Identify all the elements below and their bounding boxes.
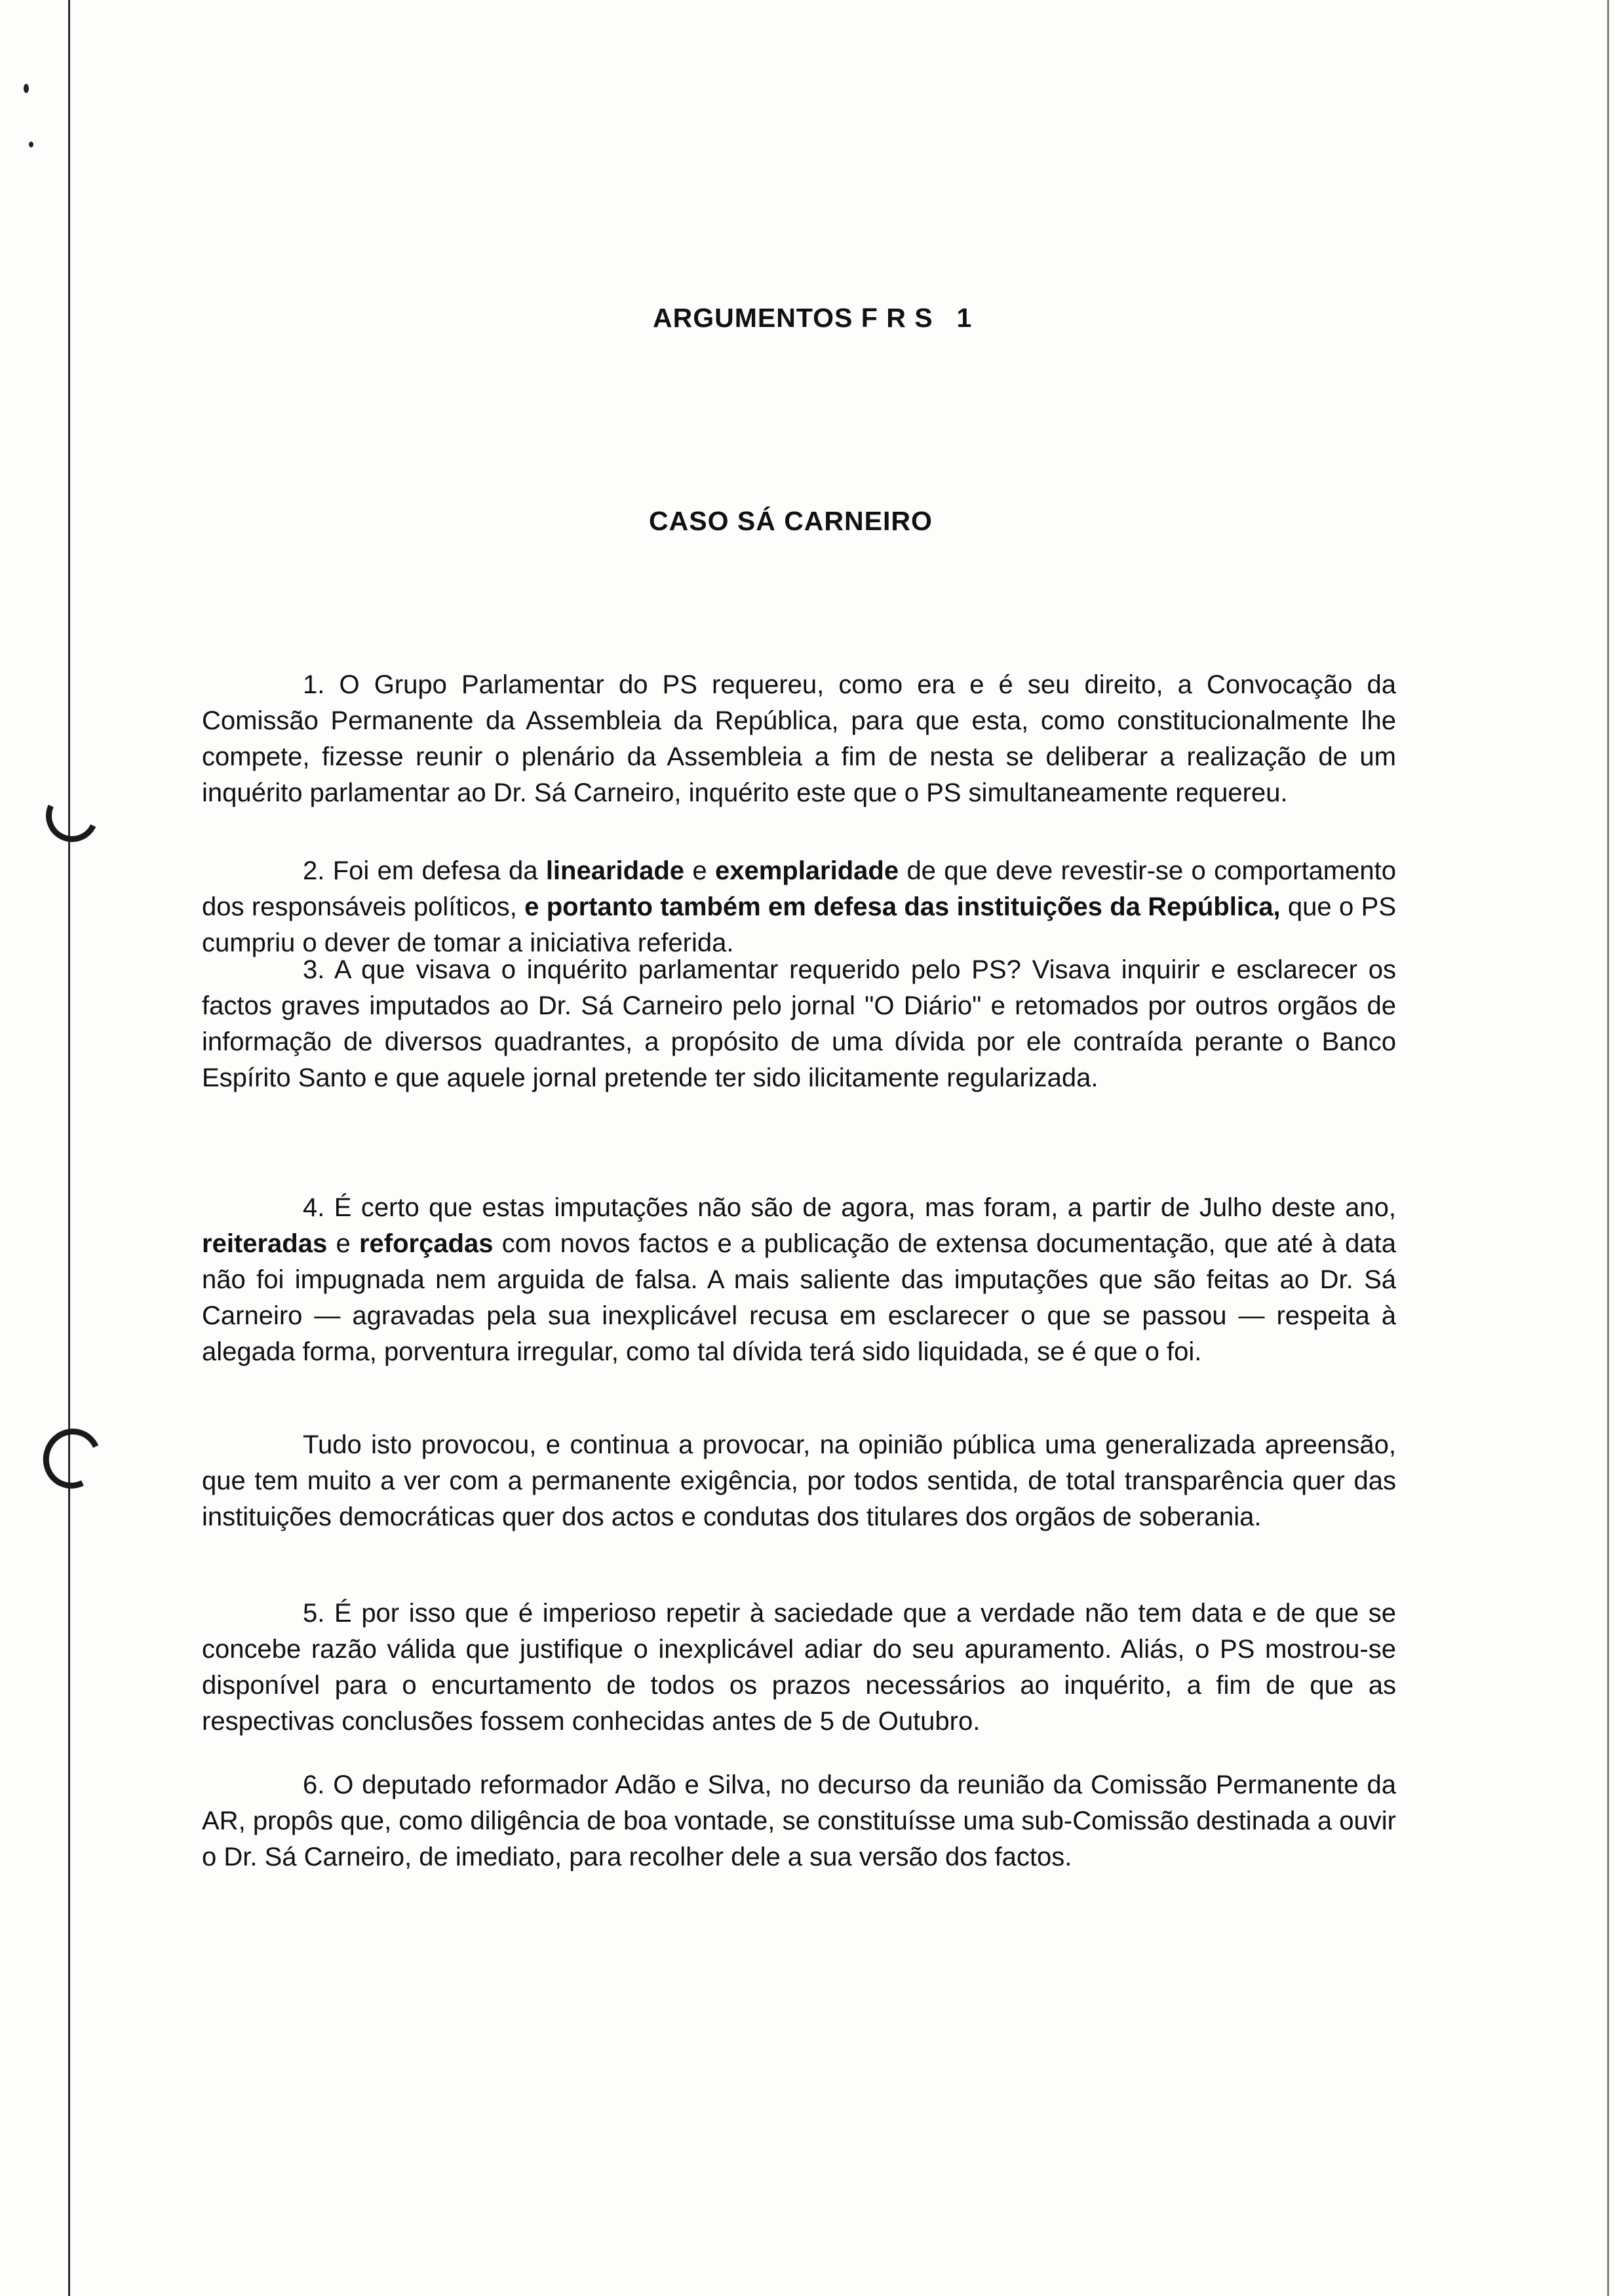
document-title-number: 1 (956, 303, 973, 333)
paragraph-4-text: 4. É certo que estas imputações não são de agora, mas foram, a partir de Julho deste ano, (303, 1193, 1396, 1222)
paragraph-6: 5. É por isso que é imperioso repetir à saciedade que a verdade não tem data e de que se concebe razão válida que justifique o inexplicável adiar do seu apuramento. Aliás, o PS mostrou-se disponível para o encurtamento de todos os prazos necessários ao inquérito, a fim de que as respectivas conclusões fossem conhecidas antes de 5 de Outubro. (202, 1599, 1396, 1736)
paragraph-2-text: e (684, 856, 715, 885)
page-right-edge (1607, 0, 1609, 2296)
page-left-edge (68, 0, 70, 2296)
document-subtitle: CASO SÁ CARNEIRO (649, 506, 933, 536)
scan-speck (24, 84, 29, 93)
paragraph-2-text: que o PS cumpriu o dever de tomar a iniciativa referida. (202, 892, 1397, 957)
paragraph-4-bold: reforçadas (359, 1229, 494, 1258)
paragraph-3: 3. A que visava o inquérito parlamentar requerido pelo PS? Visava inquirir e esclarecer os factos graves imputados ao Dr. Sá Carneiro pelo jornal "O Diário" e retomados por outros orgãos de informação de diversos quadrantes, a propósito de uma dívida por ele contraída perante o Banco Espírito Santo e que aquele jornal pretende ter sido ilicitamente regularizada. (202, 955, 1396, 1092)
punch-hole-mark (39, 782, 106, 850)
paragraph-2-text: 2. Foi em defesa da (303, 856, 546, 885)
paragraph-7: 6. O deputado reformador Adão e Silva, no decurso da reunião da Comissão Permanente da AR, propôs que, como diligência de boa vontade, se constituísse uma sub-Comissão destinada a ouvir o Dr. Sá Carneiro, de imediato, para recolher dele a sua versão dos factos. (202, 1770, 1396, 1871)
paragraph-1: 1. O Grupo Parlamentar do PS requereu, como era e é seu direito, a Convocação da Comissão Permanente da Assembleia da República, para que esta, como constitucionalmente lhe compete, fizesse reunir o plenário da Assembleia a fim de nesta se deliberar a realização de um inquérito parlamentar ao Dr. Sá Carneiro, inquérito este que o PS simultaneamente requereu. (202, 670, 1396, 807)
paragraph-4 (202, 1190, 1396, 1370)
paragraph-4-bold: reiteradas (202, 1229, 328, 1258)
paragraph-2-bold: e portanto também em defesa das instituições da República, (524, 892, 1281, 921)
paragraph-4-text: com novos factos e a publicação de extensa documentação, que até à data não foi impugnada nem arguida de falsa. A mais saliente das imputações que são feitas ao Dr. Sá Carneiro — agravadas pela sua inexplicável recusa em esclarecer o que se passou — respeita à alegada forma, porventura irregular, como tal dívida terá sido liquidada, se é que o foi. (202, 1229, 1396, 1366)
paragraph-2-text: de que deve revestir-se o comportamento dos responsáveis políticos, (202, 856, 1396, 921)
punch-hole-mark (35, 1421, 109, 1497)
paragraph-4-text: e (327, 1229, 359, 1258)
document-title-text: ARGUMENTOS F R S (653, 303, 933, 333)
document-title (653, 303, 972, 334)
paragraph-5: Tudo isto provocou, e continua a provocar, na opinião pública uma generalizada apreensão, que tem muito a ver com a permanente exigência, por todos sentida, de total transparência quer das instituições democráticas quer dos actos e condutas dos titulares dos orgãos de soberania. (202, 1430, 1396, 1531)
paragraph-2-bold: exemplaridade (714, 856, 899, 885)
scan-speck (29, 142, 33, 147)
paragraph-2-bold: linearidade (545, 856, 685, 885)
paragraph-2 (202, 853, 1396, 961)
